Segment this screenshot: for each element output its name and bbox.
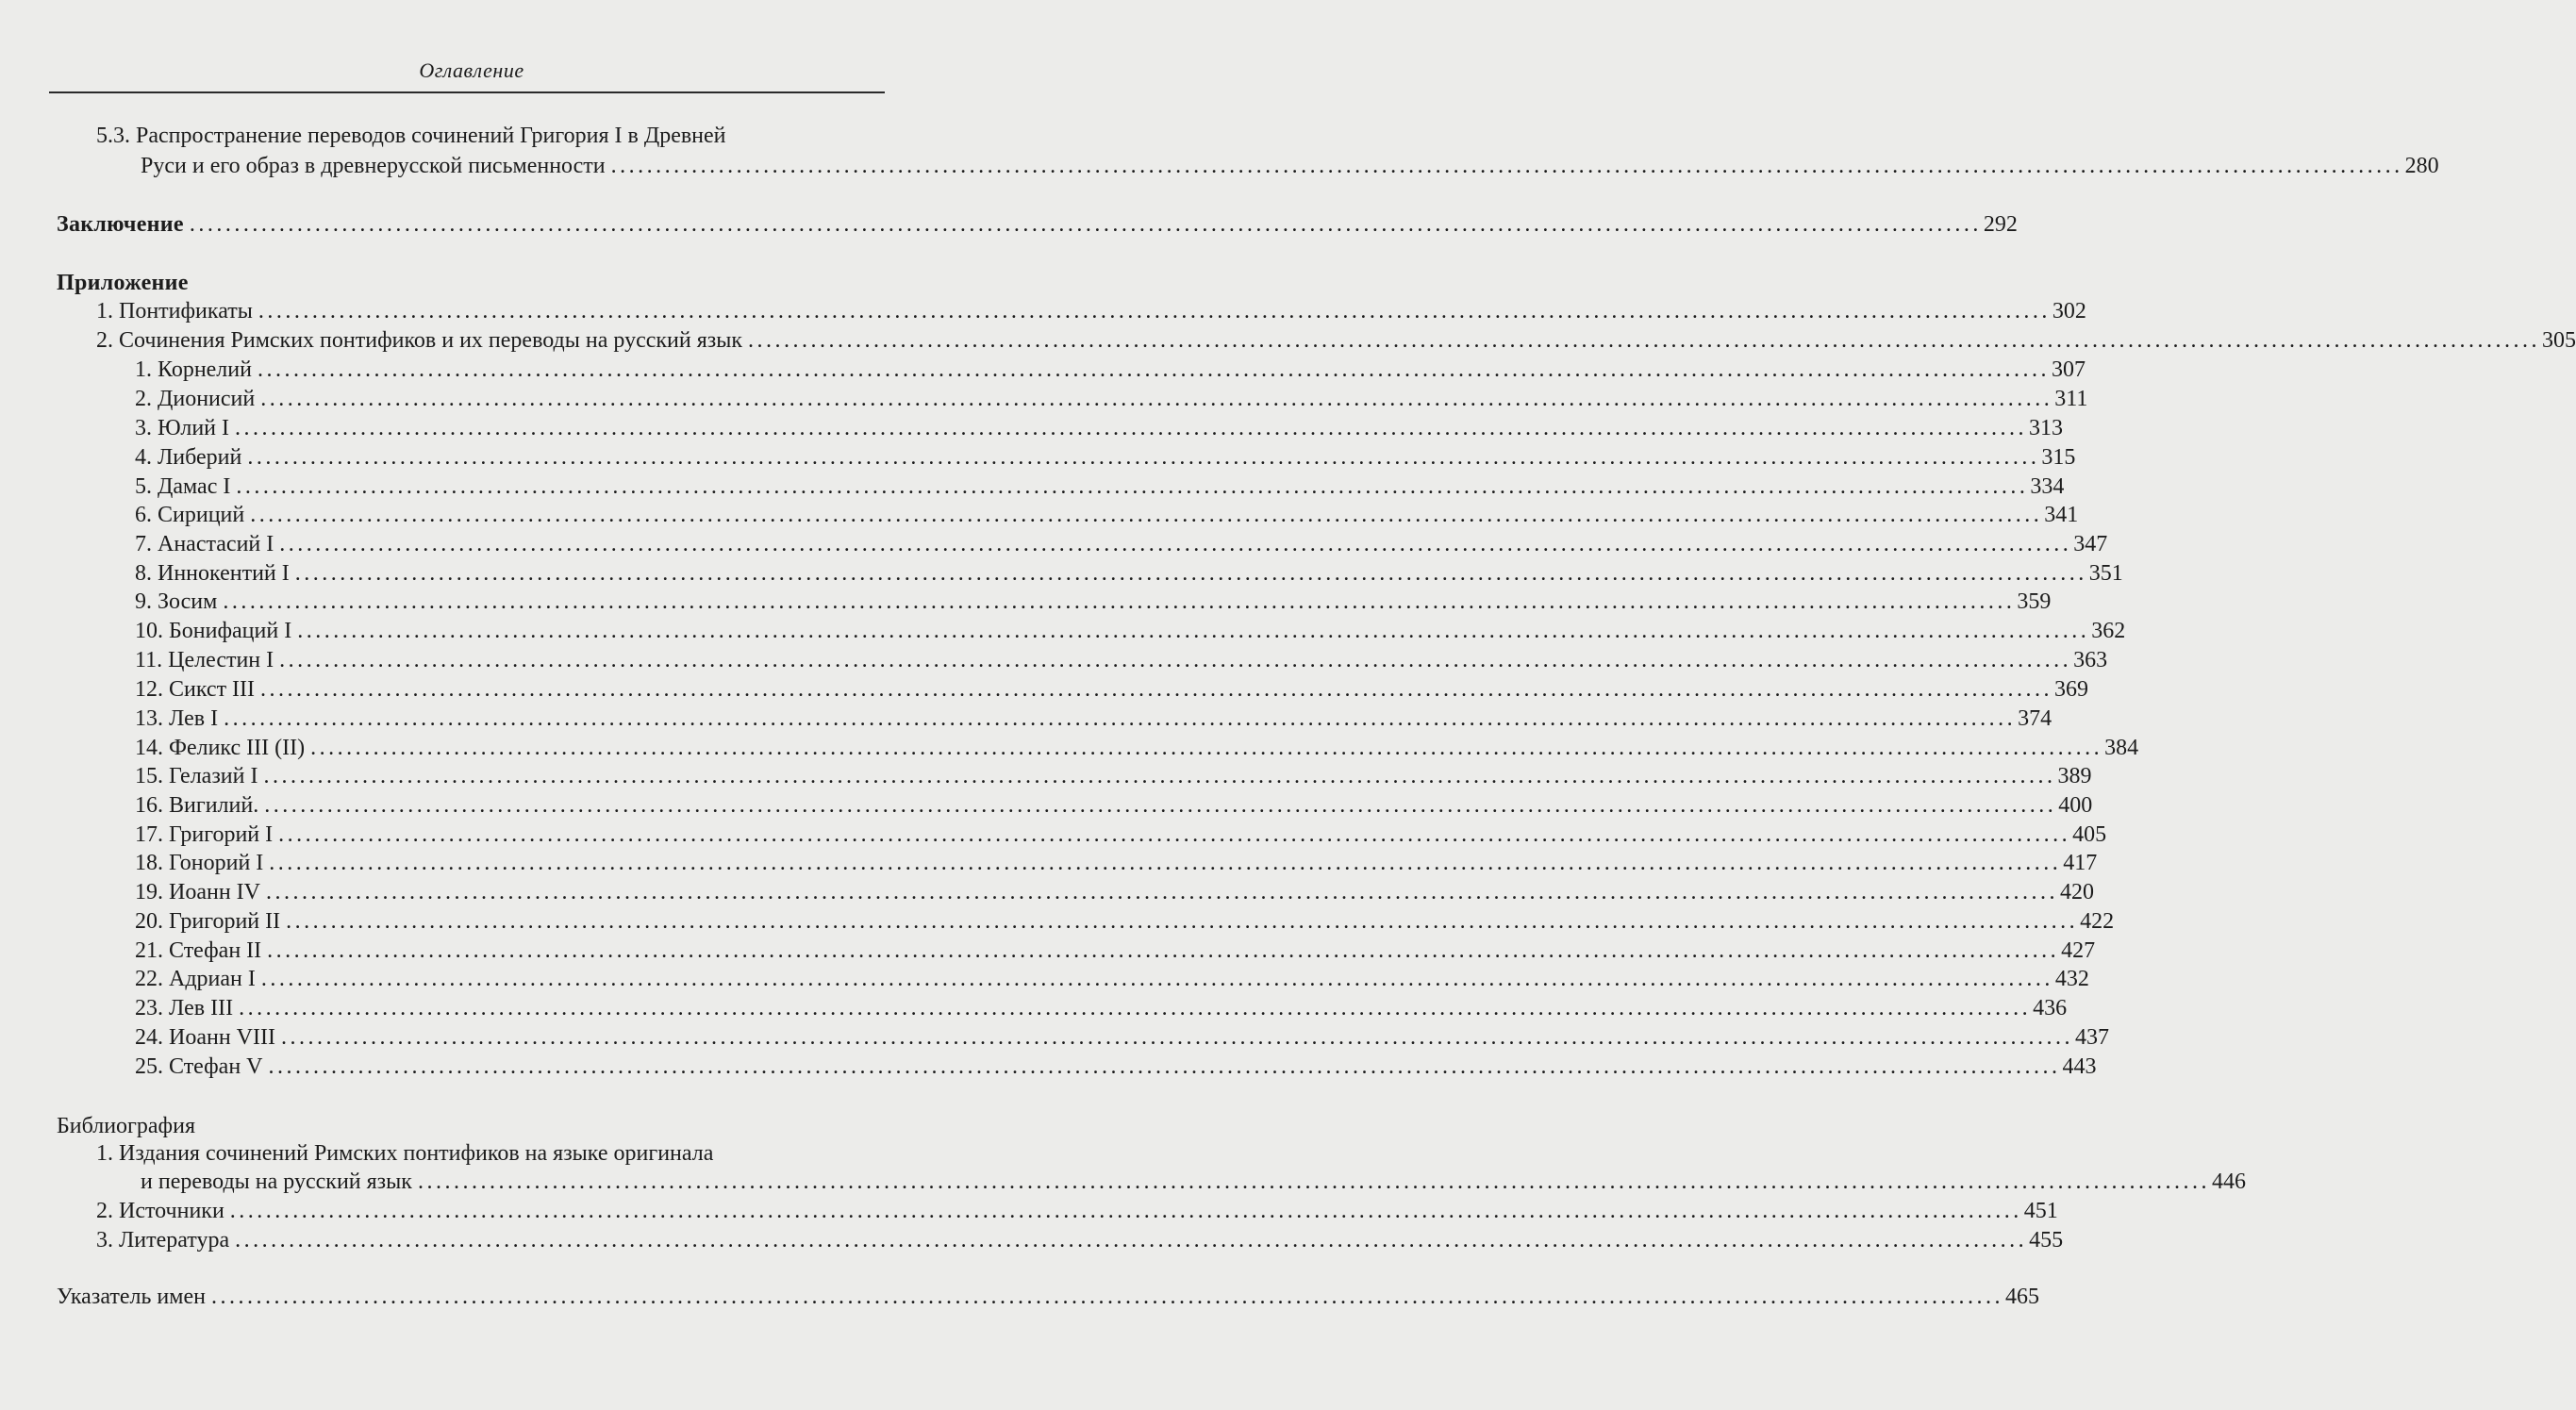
toc-entry-appendix-2[interactable] — [96, 325, 2576, 356]
toc-entry-title: и переводы на русский язык — [141, 1169, 412, 1194]
toc-page-number: 437 — [2074, 1025, 2109, 1050]
leader-dots: ........................................................................................................................................................................................................ — [223, 589, 2016, 614]
toc-page-number: 313 — [2029, 416, 2064, 440]
toc-page-number: 334 — [2030, 474, 2065, 499]
running-head: Оглавление — [419, 58, 524, 82]
toc-entry-title: 16. Вигилий. — [135, 793, 259, 818]
toc-entry-pope[interactable] — [135, 1022, 2109, 1053]
leader-dots: ........................................................................................................................................................................................................ — [236, 474, 2029, 499]
toc-page-number: 436 — [2033, 996, 2068, 1020]
toc-entry-title: Указатель имен — [57, 1285, 206, 1309]
toc-entry-title: 3. Литература — [96, 1228, 230, 1252]
toc-entry-pope[interactable] — [135, 704, 2052, 734]
toc-page-number: 384 — [2104, 736, 2139, 760]
toc-entry-pope[interactable] — [135, 820, 2107, 850]
toc-entry-title: Заключение — [57, 212, 184, 237]
toc-entry-title: 2. Источники — [96, 1199, 224, 1223]
leader-dots: ........................................................................................................................................................................................................ — [266, 880, 2058, 904]
toc-entry-title: 10. Бонифаций I — [135, 619, 292, 643]
toc-entry-pope[interactable] — [135, 587, 2052, 617]
leader-dots: ........................................................................................................................................................................................................ — [258, 299, 2051, 323]
toc-page-number: 432 — [2054, 967, 2089, 991]
toc-page-number: 400 — [2058, 793, 2093, 818]
toc-page-number: 362 — [2091, 619, 2126, 643]
toc-page-number: 351 — [2088, 561, 2123, 586]
leader-dots: ........................................................................................................................................................................................................ — [247, 445, 2040, 470]
toc-entry-title: 19. Иоанн IV — [135, 880, 260, 904]
toc-page-number: 359 — [2017, 589, 2052, 614]
toc-entry-appendix-1[interactable] — [96, 296, 2086, 326]
toc-page-number: 427 — [2061, 938, 2096, 963]
leader-dots: ........................................................................................................................................................................................................ — [268, 1054, 2061, 1079]
toc-entry-title: 7. Анастасий I — [135, 532, 274, 556]
toc-page-number: 389 — [2057, 764, 2092, 788]
toc-entry-title: 2. Сочинения Римских понтификов и их переводы на русский язык — [96, 328, 743, 353]
toc-entry-title: 5. Дамас I — [135, 474, 231, 499]
toc-entry-pope[interactable] — [135, 645, 2108, 675]
toc-entry-pope[interactable] — [135, 848, 2098, 878]
leader-dots: ........................................................................................................................................................................................................ — [310, 736, 2103, 760]
toc-entry-pope[interactable] — [135, 790, 2093, 821]
leader-dots: ........................................................................................................................................................................................................ — [286, 909, 2079, 934]
toc-entry-bibliography-1-line1: 1. Издания сочинений Римских понтификов на языке оригинала — [96, 1141, 714, 1166]
toc-entry-title: 9. Зосим — [135, 589, 218, 614]
toc-page-number: 465 — [2004, 1285, 2039, 1309]
toc-page-number: 374 — [2018, 706, 2052, 731]
toc-entry-title: 4. Либерий — [135, 445, 242, 470]
toc-entry-5-3[interactable] — [141, 151, 2439, 181]
toc-page-number: 302 — [2052, 299, 2086, 323]
leader-dots: ........................................................................................................................................................................................................ — [610, 154, 2403, 178]
toc-entry-title: 1. Понтификаты — [96, 299, 253, 323]
leader-dots: ........................................................................................................................................................................................................ — [269, 851, 2062, 875]
toc-entry-title: 3. Юлий I — [135, 416, 230, 440]
leader-dots: ........................................................................................................................................................................................................ — [189, 212, 1982, 237]
leader-dots: ........................................................................................................................................................................................................ — [297, 619, 2090, 643]
toc-page-number: 422 — [2080, 909, 2115, 934]
toc-page-number: 420 — [2060, 880, 2094, 904]
toc-page-number: 369 — [2054, 677, 2089, 702]
toc-entry-title: 24. Иоанн VIII — [135, 1025, 275, 1050]
toc-entry-pope[interactable] — [135, 529, 2108, 559]
leader-dots: ........................................................................................................................................................................................................ — [210, 1285, 2003, 1309]
leader-dots: ........................................................................................................................................................................................................ — [263, 764, 2056, 788]
leader-dots: ........................................................................................................................................................................................................ — [279, 648, 2072, 672]
leader-dots: ........................................................................................................................................................................................................ — [235, 416, 2028, 440]
toc-page-number: 446 — [2211, 1169, 2246, 1194]
toc-page-number: 307 — [2051, 357, 2086, 382]
toc-entry-5-3-line1: 5.3. Распространение переводов сочинений Григория I в Древней — [96, 124, 726, 148]
leader-dots: ........................................................................................................................................................................................................ — [279, 532, 2072, 556]
toc-page-number: 417 — [2063, 851, 2098, 875]
toc-entry-title: 17. Григорий I — [135, 822, 274, 847]
toc-page-number: 455 — [2029, 1228, 2064, 1252]
leader-dots: ........................................................................................................................................................................................................ — [224, 706, 2017, 731]
toc-page-number: 315 — [2041, 445, 2076, 470]
toc-page-number: 341 — [2044, 503, 2079, 527]
toc-page-number: 280 — [2404, 154, 2439, 178]
toc-entry-bibliography-3[interactable] — [96, 1225, 2064, 1255]
toc-entry-pope[interactable] — [135, 472, 2065, 502]
toc-entry-bibliography-1[interactable] — [141, 1167, 2246, 1197]
toc-entry-title: 23. Лев III — [135, 996, 234, 1020]
toc-entry-title: 11. Целестин I — [135, 648, 274, 672]
leader-dots: ........................................................................................................................................................................................................ — [280, 1025, 2073, 1050]
leader-dots: ........................................................................................................................................................................................................ — [260, 387, 2053, 411]
toc-page-number: 451 — [2023, 1199, 2058, 1223]
toc-entry-pope[interactable] — [135, 442, 2076, 473]
toc-entry-pope[interactable] — [135, 877, 2094, 907]
toc-entry-pope[interactable] — [135, 906, 2115, 937]
toc-entry-pope[interactable] — [135, 993, 2068, 1023]
toc-entry-title: 14. Феликс III (II) — [135, 736, 306, 760]
leader-dots: ........................................................................................................................................................................................................ — [278, 822, 2071, 847]
leader-dots: ........................................................................................................................................................................................................ — [417, 1169, 2210, 1194]
toc-entry-title: 1. Корнелий — [135, 357, 252, 382]
toc-entry-index[interactable] — [57, 1282, 2039, 1312]
toc-entry-pope[interactable] — [135, 1052, 2097, 1082]
toc-entry-title: 8. Иннокентий I — [135, 561, 290, 586]
toc-entry-pope[interactable] — [135, 936, 2096, 966]
toc-page-number: 292 — [1983, 212, 2018, 237]
toc-entry-title: 18. Гонорий I — [135, 851, 264, 875]
leader-dots: ........................................................................................................................................................................................................ — [250, 503, 2043, 527]
toc-entry-title: 6. Сириций — [135, 503, 245, 527]
toc-entry-pope[interactable] — [135, 558, 2123, 589]
leader-dots: ........................................................................................................................................................................................................ — [239, 996, 2032, 1020]
toc-entry-title: 12. Сикст III — [135, 677, 256, 702]
toc-page-number: 443 — [2062, 1054, 2097, 1079]
toc-page-number: 405 — [2072, 822, 2107, 847]
toc-entry-pope[interactable] — [135, 964, 2089, 994]
toc-entry-title: 20. Григорий II — [135, 909, 281, 934]
toc-heading-bibliography: Библиография — [57, 1114, 195, 1138]
toc-entry-pope[interactable] — [135, 674, 2089, 705]
toc-page-number: 305 — [2542, 328, 2576, 353]
toc-entry-pope[interactable] — [135, 733, 2139, 763]
toc-entry-pope[interactable] — [135, 384, 2088, 414]
leader-dots: ........................................................................................................................................................................................................ — [260, 967, 2053, 991]
leader-dots: ........................................................................................................................................................................................................ — [235, 1228, 2028, 1252]
toc-heading-appendix: Приложение — [57, 271, 189, 295]
toc-entry-title: 25. Стефан V — [135, 1054, 263, 1079]
toc-entry-title: Руси и его образ в древнерусской письменности — [141, 154, 606, 178]
toc-entry-conclusion[interactable] — [57, 209, 2018, 240]
toc-entry-pope[interactable] — [135, 500, 2079, 530]
toc-entry-title: 2. Дионисий — [135, 387, 256, 411]
leader-dots: ........................................................................................................................................................................................................ — [229, 1199, 2022, 1223]
toc-entry-pope[interactable] — [135, 761, 2092, 791]
leader-dots: ........................................................................................................................................................................................................ — [257, 357, 2050, 382]
leader-dots: ........................................................................................................................................................................................................ — [748, 328, 2541, 353]
leader-dots: ........................................................................................................................................................................................................ — [264, 793, 2057, 818]
leader-dots: ........................................................................................................................................................................................................ — [260, 677, 2053, 702]
toc-entry-pope[interactable] — [135, 616, 2126, 646]
toc-page-number: 347 — [2073, 532, 2108, 556]
toc-page-number: 363 — [2073, 648, 2108, 672]
toc-page-number: 311 — [2054, 387, 2088, 411]
leader-dots: ........................................................................................................................................................................................................ — [267, 938, 2060, 963]
toc-entry-title: 21. Стефан II — [135, 938, 262, 963]
toc-entry-bibliography-2[interactable] — [96, 1196, 2058, 1226]
toc-entry-title: 15. Гелазий I — [135, 764, 258, 788]
toc-entry-title: 22. Адриан I — [135, 967, 256, 991]
toc-entry-pope[interactable] — [135, 413, 2064, 443]
toc-entry-title: 13. Лев I — [135, 706, 219, 731]
toc-entry-pope[interactable] — [135, 355, 2086, 385]
leader-dots: ........................................................................................................................................................................................................ — [294, 561, 2087, 586]
